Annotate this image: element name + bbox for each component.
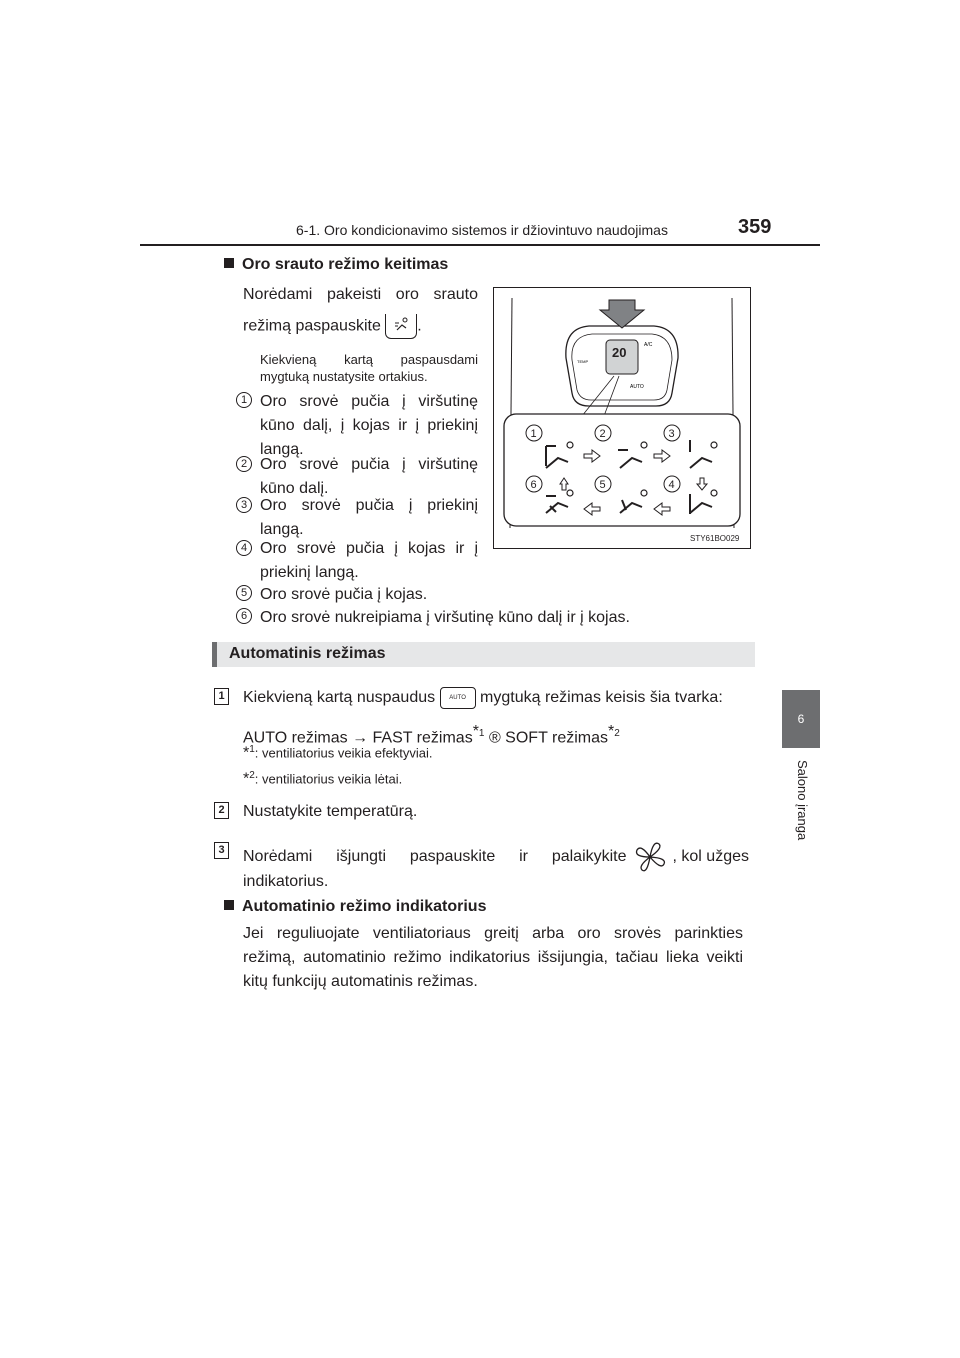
airflow-note-1: Kiekvieną kartą paspausdami [260,352,478,367]
footnote-2: *$^2$: ventiliatorius veikia lėtai. [243,770,403,788]
step-3-text-end: indikatorius. [243,873,329,890]
fan-icon [631,840,669,874]
press-arrow-icon [600,300,644,328]
footnote-1: *$^1$: ventiliatorius veikia efektyviai. [243,744,433,762]
running-header: 6-1. Oro kondicionavimo sistemos ir džiovintuvo naudojimas [296,222,668,238]
step-1-text: Kiekvieną kartą nuspaudus AUTO mygtuką režimas keisis šia tvarka: [243,686,749,710]
temp-label: TEMP [577,359,589,364]
svg-text:6: 6 [530,479,537,491]
figure-code: STY61BO029 [690,534,740,543]
mode-2-text: Oro srovė pučia į viršutinę kūno dalį. [260,456,478,497]
mode-4-text: Oro srovė pučia į kojas ir į priekinį langą. [260,540,478,581]
square-bullet-icon [224,258,234,268]
airflow-intro-2 [243,314,422,339]
auto-button-icon: AUTO [440,687,476,709]
mode-number-4: 4 [236,538,252,556]
mode-1-text: Oro srovė pučia į viršutinę kūno dalį, į kojas ir į priekinį langą. [260,393,478,458]
step-number-1: 1 [214,688,229,705]
chapter-tab: 6 [782,690,820,748]
mode-number-1: 1 [236,390,252,408]
mode-number-3: 3 [236,495,252,513]
mode-number-6: 6 [236,606,252,624]
header-rule [140,244,820,246]
indicator-paragraph: Jei reguliuojate ventiliatoriaus greitį arba oro srovės parinkties režimą, automatinio režimo indikatorius išsijungia, tačiau lieka veikti kitų funkcijų automatinis režimas. [243,925,743,990]
step-number-3: 3 [214,842,229,859]
step-3-text: Norėdami išjungti paspauskite ir palaikykite , kol užges [243,840,749,874]
airflow-intro-2-end: . [417,317,422,335]
square-bullet-icon-2 [224,900,234,910]
step-2-text: Nustatykite temperatūrą. [243,803,418,820]
auto-label: AUTO [630,384,644,390]
mode-6-text: Oro srovė nukreipiama į viršutinę kūno dalį ir į kojas. [260,609,630,626]
display-value: 20 [612,345,627,360]
indicator-heading-text: Automatinio režimo indikatorius [242,898,487,915]
svg-text:1: 1 [530,428,537,440]
mode-3-text: Oro srovė pučia į priekinį langą. [260,497,478,538]
indicator-heading [224,898,486,916]
step-number-2: 2 [214,802,229,819]
section-bar [212,642,755,667]
airflow-figure [493,287,751,549]
page-number: 359 [738,216,772,238]
airflow-mode-button-icon [385,314,417,339]
mode-number-2: 2 [236,454,252,472]
svg-text:2: 2 [599,428,606,440]
airflow-note-2: mygtuką nustatysite ortakius. [260,369,428,384]
mode-5-text: Oro srovė pučia į kojas. [260,586,428,603]
airflow-figure-svg [494,288,750,548]
section-title: Automatinis režimas [229,645,386,662]
mode-sequence: AUTO režimas → FAST režimas$^{*1}$ ® SOFT režimas$^{*2}$ [243,723,620,747]
airflow-intro-2-text: režimą paspauskite [243,317,381,335]
ac-label: A/C [644,342,653,348]
chapter-label: Salono įranga [795,760,810,841]
svg-text:5: 5 [599,479,606,491]
airflow-intro-1: Norėdami pakeisti oro srauto [243,286,478,303]
mode-detail-box [504,414,740,526]
airflow-heading [224,256,448,274]
svg-text:3: 3 [668,428,675,440]
svg-text:4: 4 [668,479,675,491]
airflow-heading-text: Oro srauto režimo keitimas [242,256,449,273]
mode-number-5: 5 [236,583,252,601]
